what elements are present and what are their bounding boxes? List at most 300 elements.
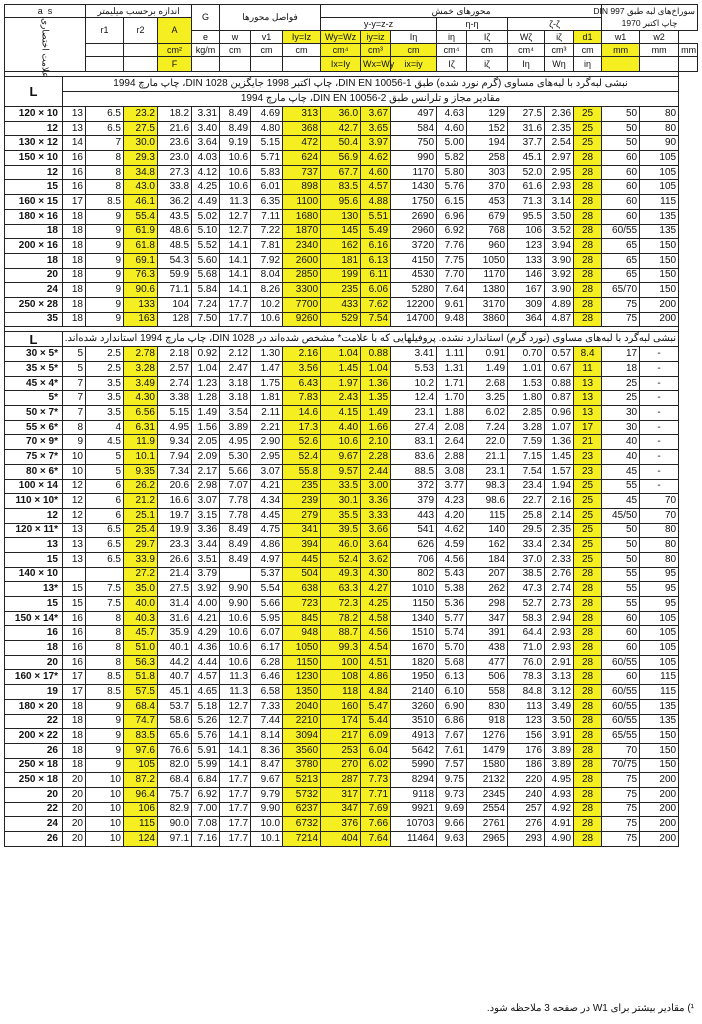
cell-Wy: 174	[321, 714, 361, 729]
cell-Iy: 1230	[283, 670, 321, 685]
cell-size: 20	[5, 655, 63, 670]
cell-Wzeta: 84.8	[508, 685, 545, 700]
cell-Wzeta: 1.01	[508, 362, 545, 377]
old-symbol-Wzeta: Wη	[545, 57, 574, 72]
header-Ieta: Iη	[391, 31, 437, 44]
cell-w2: 150	[640, 758, 679, 773]
cell-d1: 28	[574, 283, 602, 298]
cell-Wzeta: 52.7	[508, 597, 545, 612]
cell-izeta: 0.67	[545, 362, 574, 377]
table-row	[5, 180, 698, 195]
cell-Izeta: 2761	[467, 817, 508, 832]
cell-A: 29.7	[124, 538, 158, 553]
cell-w2: 80	[640, 538, 679, 553]
table-row	[5, 312, 698, 327]
cell-Wzeta: 38.5	[508, 567, 545, 582]
cell-Ieta: 5642	[391, 743, 437, 758]
cell-iy: 1.35	[361, 391, 391, 406]
cell-size: 150 × 10	[5, 151, 63, 166]
cell-Wy: 1.04	[321, 347, 361, 362]
cell-iy: 1.49	[361, 406, 391, 421]
cell-e: 6.84	[192, 773, 220, 788]
cell-r2: 5	[86, 450, 124, 465]
cell-size: 75 × 7*	[5, 450, 63, 465]
cell-r2: 9	[86, 209, 124, 224]
cell-w2: 135	[640, 714, 679, 729]
cell-r1: 18	[63, 239, 86, 254]
cell-r1: 20	[63, 832, 86, 847]
cell-w: 14.1	[220, 283, 251, 298]
cell-iy: 3.97	[361, 136, 391, 151]
cell-Iy: 898	[283, 180, 321, 195]
cell-size: 26	[5, 743, 63, 758]
cell-G: 40.7	[158, 670, 192, 685]
cell-d1: 11	[574, 362, 602, 377]
cell-e: 5.52	[192, 239, 220, 254]
cell-w: 17.7	[220, 832, 251, 847]
cell-v1: 6.58	[251, 685, 283, 700]
cell-e: 5.02	[192, 209, 220, 224]
cell-G: 26.6	[158, 552, 192, 567]
cell-iy: 7.64	[361, 832, 391, 847]
cell-izeta: 2.36	[545, 107, 574, 122]
cell-G: 27.5	[158, 582, 192, 597]
cell-r1: 5	[63, 362, 86, 377]
cell-Wzeta: 106	[508, 224, 545, 239]
cell-w: 3.18	[220, 376, 251, 391]
cell-w2: 200	[640, 802, 679, 817]
cell-Iy: 845	[283, 611, 321, 626]
cell-Iy: 9260	[283, 312, 321, 327]
cell-Wzeta: 7.54	[508, 464, 545, 479]
cell-iy: 3.67	[361, 107, 391, 122]
cell-Ieta: 5280	[391, 283, 437, 298]
cell-r2: 2.5	[86, 362, 124, 377]
cell-iy: 2.44	[361, 464, 391, 479]
cell-A: 57.5	[124, 685, 158, 700]
cell-Wzeta: 186	[508, 758, 545, 773]
cell-e: 1.04	[192, 362, 220, 377]
cell-iy: 6.02	[361, 758, 391, 773]
cell-A: 40.3	[124, 611, 158, 626]
cell-e: 1.49	[192, 406, 220, 421]
cell-Ieta: 3.41	[391, 347, 437, 362]
cell-w1: 60	[602, 670, 640, 685]
cell-Iy: 1150	[283, 655, 321, 670]
cell-G: 19.7	[158, 508, 192, 523]
cell-r1: 16	[63, 655, 86, 670]
cell-v1: 3.07	[251, 464, 283, 479]
cell-izeta: 2.35	[545, 121, 574, 136]
cell-Wzeta: 123	[508, 239, 545, 254]
cell-G: 54.3	[158, 253, 192, 268]
cell-v1: 7.11	[251, 209, 283, 224]
cell-v1: 8.47	[251, 758, 283, 773]
header-Wzeta: Wζ	[508, 31, 545, 44]
cell-G: 82.0	[158, 758, 192, 773]
cell-A: 51.8	[124, 670, 158, 685]
cell-r2: 6.5	[86, 523, 124, 538]
cell-Wy: 317	[321, 787, 361, 802]
cell-r2: 3.5	[86, 376, 124, 391]
unit-A: cm²	[158, 44, 192, 57]
cell-iy: 5.49	[361, 224, 391, 239]
cell-Wzeta: 29.5	[508, 523, 545, 538]
cell-r2: 9	[86, 699, 124, 714]
cell-e: 2.09	[192, 450, 220, 465]
cell-w: 7.78	[220, 494, 251, 509]
cell-Wy: 130	[321, 209, 361, 224]
cell-w1: 60/55	[602, 224, 640, 239]
cell-v1: 5.83	[251, 165, 283, 180]
cell-w: 12.7	[220, 209, 251, 224]
cell-d1: 28	[574, 685, 602, 700]
table-row	[5, 362, 698, 377]
cell-v1: 6.35	[251, 195, 283, 210]
cell-Wy: 9.57	[321, 464, 361, 479]
cell-Ieta: 88.5	[391, 464, 437, 479]
cell-w1: 30	[602, 406, 640, 421]
cell-ieta: 5.82	[437, 151, 467, 166]
cell-size: 26	[5, 832, 63, 847]
cell-Wzeta: 167	[508, 283, 545, 298]
cell-Wy: 67.7	[321, 165, 361, 180]
unit-w: cm	[251, 44, 283, 57]
cell-Iy: 2040	[283, 699, 321, 714]
table-row	[5, 758, 698, 773]
cell-r2: 9	[86, 239, 124, 254]
table-row	[5, 743, 698, 758]
cell-w1: 60/55	[602, 685, 640, 700]
cell-Izeta: 2132	[467, 773, 508, 788]
header-row-units	[5, 44, 698, 57]
cell-e: 7.16	[192, 832, 220, 847]
cell-iy: 6.11	[361, 268, 391, 283]
cell-A: 30.0	[124, 136, 158, 151]
header-Izeta: Iζ	[467, 31, 508, 44]
cell-r2: 5	[86, 464, 124, 479]
cell-Iy: 2.16	[283, 347, 321, 362]
header-G: G	[192, 5, 220, 31]
cell-G: 16.6	[158, 494, 192, 509]
cell-v1: 6.46	[251, 670, 283, 685]
cell-ieta: 7.76	[437, 239, 467, 254]
cell-w2: 135	[640, 209, 679, 224]
cell-Izeta: 1170	[467, 268, 508, 283]
cell-Ieta: 1820	[391, 655, 437, 670]
section1-title-row	[5, 77, 698, 92]
cell-ieta: 6.96	[437, 209, 467, 224]
table-row	[5, 773, 698, 788]
cell-v1: 7.33	[251, 699, 283, 714]
header-iy: iy=iz	[361, 31, 391, 44]
cell-iy: 7.73	[361, 773, 391, 788]
cell-A: 27.2	[124, 567, 158, 582]
cell-A: 61.8	[124, 239, 158, 254]
cell-ieta: 7.75	[437, 253, 467, 268]
cell-e: 6.92	[192, 787, 220, 802]
cell-iy: 3.66	[361, 523, 391, 538]
header-A: A	[158, 18, 192, 44]
cell-r2: 9	[86, 758, 124, 773]
cell-r2: 8	[86, 611, 124, 626]
cell-ieta: 4.20	[437, 508, 467, 523]
cell-Izeta: 679	[467, 209, 508, 224]
cell-r1: 18	[63, 729, 86, 744]
cell-ieta: 9.48	[437, 312, 467, 327]
cell-A: 83.5	[124, 729, 158, 744]
cell-Wy: 35.5	[321, 508, 361, 523]
cell-w1: 60	[602, 209, 640, 224]
cell-iy: 1.66	[361, 420, 391, 435]
cell-r1: 16	[63, 641, 86, 656]
cell-v1: 4.69	[251, 107, 283, 122]
cell-izeta: 1.07	[545, 420, 574, 435]
cell-w1: 75	[602, 817, 640, 832]
cell-Izeta: 918	[467, 714, 508, 729]
cell-Izeta: 262	[467, 582, 508, 597]
header-dims-group: اندازه برحسب میلیمتر	[86, 5, 192, 18]
cell-size: 12	[5, 121, 63, 136]
cell-Iy: 6237	[283, 802, 321, 817]
cell-izeta: 4.91	[545, 817, 574, 832]
cell-w: 17.7	[220, 773, 251, 788]
cell-Wzeta: 25.8	[508, 508, 545, 523]
cell-v1: 9.79	[251, 787, 283, 802]
header-axis-eta: η-η	[437, 18, 508, 31]
cell-G: 20.6	[158, 479, 192, 494]
cell-Izeta: 438	[467, 641, 508, 656]
cell-G: 31.4	[158, 597, 192, 612]
cell-iy: 3.62	[361, 552, 391, 567]
cell-d1: 28	[574, 787, 602, 802]
cell-Ieta: 2960	[391, 224, 437, 239]
cell-G: 23.6	[158, 136, 192, 151]
cell-w1: 17	[602, 347, 640, 362]
cell-w2: 105	[640, 151, 679, 166]
cell-e: 2.17	[192, 464, 220, 479]
cell-w1: 25	[602, 391, 640, 406]
cell-r1: 18	[63, 699, 86, 714]
table-row	[5, 494, 698, 509]
cell-w1: 75	[602, 297, 640, 312]
section1-shape: L	[5, 77, 63, 107]
table-row	[5, 391, 698, 406]
cell-w2: 135	[640, 699, 679, 714]
cell-Ieta: 3720	[391, 239, 437, 254]
cell-Ieta: 706	[391, 552, 437, 567]
cell-r2: 8.5	[86, 670, 124, 685]
table-row	[5, 611, 698, 626]
cell-d1: 25	[574, 494, 602, 509]
old-symbol-Wx: Wx=Wy	[361, 57, 391, 72]
cell-Ieta: 379	[391, 494, 437, 509]
cell-Izeta: 207	[467, 567, 508, 582]
cell-w1: 65	[602, 239, 640, 254]
cell-v1: 6.28	[251, 655, 283, 670]
cell-e: 3.07	[192, 494, 220, 509]
cell-size: 70 × 9*	[5, 435, 63, 450]
cell-A: 11.9	[124, 435, 158, 450]
cell-size: 30 × 5*	[5, 347, 63, 362]
cell-w1: 25	[602, 376, 640, 391]
cell-izeta: 2.76	[545, 567, 574, 582]
cell-A: 56.3	[124, 655, 158, 670]
cell-izeta: 2.33	[545, 552, 574, 567]
table-row	[5, 802, 698, 817]
cell-A: 40.0	[124, 597, 158, 612]
cell-izeta: 3.12	[545, 685, 574, 700]
header-row-axes	[5, 18, 698, 31]
cell-w1: 60	[602, 180, 640, 195]
cell-w: 17.7	[220, 297, 251, 312]
cell-r2: 9	[86, 312, 124, 327]
cell-Wzeta: 23.4	[508, 479, 545, 494]
cell-v1: 8.36	[251, 743, 283, 758]
cell-w: 9.90	[220, 582, 251, 597]
cell-d1: 28	[574, 714, 602, 729]
cell-G: 75.7	[158, 787, 192, 802]
cell-d1: 28	[574, 743, 602, 758]
header-ieta: iη	[437, 31, 467, 44]
cell-Ieta: 83.6	[391, 450, 437, 465]
cell-ieta: 2.08	[437, 420, 467, 435]
unit-w1: mm	[640, 44, 679, 57]
cell-Ieta: 4530	[391, 268, 437, 283]
header-w2: w2	[640, 31, 679, 44]
cell-size: 22	[5, 802, 63, 817]
cell-Izeta: 391	[467, 626, 508, 641]
cell-izeta: 2.93	[545, 180, 574, 195]
cell-w: 17.7	[220, 787, 251, 802]
cell-Iy: 5213	[283, 773, 321, 788]
cell-v1: 2.21	[251, 420, 283, 435]
header-r2: r2	[124, 18, 158, 44]
cell-r2: 7	[86, 136, 124, 151]
cell-r2: 6.5	[86, 107, 124, 122]
cell-r1: 20	[63, 787, 86, 802]
cell-e: 1.23	[192, 376, 220, 391]
cell-Izeta: 370	[467, 180, 508, 195]
cell-w: 5.30	[220, 450, 251, 465]
cell-Ieta: 14700	[391, 312, 437, 327]
cell-v1: 5.71	[251, 151, 283, 166]
cell-r2: 10	[86, 787, 124, 802]
cell-Izeta: 23.1	[467, 464, 508, 479]
cell-v1: 8.26	[251, 283, 283, 298]
cell-izeta: 3.13	[545, 670, 574, 685]
cell-Wzeta: 7.15	[508, 450, 545, 465]
cell-v1: 6.01	[251, 180, 283, 195]
cell-d1: 28	[574, 817, 602, 832]
cell-Ieta: 1950	[391, 670, 437, 685]
cell-Wy: 52.4	[321, 552, 361, 567]
cell-Wzeta: 37.0	[508, 552, 545, 567]
cell-w1: 55	[602, 597, 640, 612]
cell-v1: 1.75	[251, 376, 283, 391]
unit-e: cm	[220, 44, 251, 57]
cell-e: 4.36	[192, 641, 220, 656]
cell-w: 9.90	[220, 597, 251, 612]
table-row	[5, 121, 698, 136]
cell-size: 15	[5, 597, 63, 612]
cell-Wzeta: 45.1	[508, 151, 545, 166]
cell-w2: 95	[640, 597, 679, 612]
cell-Wzeta: 176	[508, 743, 545, 758]
cell-r2	[86, 567, 124, 582]
unit-izeta: cm	[574, 44, 602, 57]
cell-r2: 7.5	[86, 597, 124, 612]
cell-r2: 9	[86, 297, 124, 312]
cell-w: 3.54	[220, 406, 251, 421]
cell-r1: 10	[63, 450, 86, 465]
cell-ieta: 5.43	[437, 567, 467, 582]
cell-Ieta: 1670	[391, 641, 437, 656]
cell-w2: -	[640, 420, 679, 435]
old-symbol-Ieta: Iζ	[437, 57, 467, 72]
cell-izeta: 3.14	[545, 195, 574, 210]
cell-e: 4.00	[192, 597, 220, 612]
cell-izeta: 1.94	[545, 479, 574, 494]
cell-e: 4.25	[192, 180, 220, 195]
cell-ieta: 5.68	[437, 655, 467, 670]
cell-v1: 2.95	[251, 450, 283, 465]
cell-Izeta: 7.24	[467, 420, 508, 435]
cell-ieta: 6.10	[437, 685, 467, 700]
cell-v1: 2.90	[251, 435, 283, 450]
cell-Izeta: 3170	[467, 297, 508, 312]
cell-r1: 18	[63, 743, 86, 758]
cell-d1: 28	[574, 670, 602, 685]
cell-A: 124	[124, 832, 158, 847]
cell-size: 35	[5, 312, 63, 327]
cell-r2: 8	[86, 626, 124, 641]
cell-r1: 18	[63, 209, 86, 224]
cell-A: 90.6	[124, 283, 158, 298]
table-row	[5, 450, 698, 465]
cell-w2: 150	[640, 268, 679, 283]
cell-Ieta: 83.1	[391, 435, 437, 450]
cell-size: 15	[5, 552, 63, 567]
cell-Wy: 181	[321, 253, 361, 268]
cell-size: 22	[5, 714, 63, 729]
cell-Wzeta: 133	[508, 253, 545, 268]
table-row	[5, 376, 698, 391]
cell-r2: 6	[86, 494, 124, 509]
table-row	[5, 670, 698, 685]
cell-r1: 18	[63, 224, 86, 239]
cell-w2: -	[640, 406, 679, 421]
cell-Iy: 3094	[283, 729, 321, 744]
cell-v1: 6.07	[251, 626, 283, 641]
cell-size: 130 × 12	[5, 136, 63, 151]
cell-iy: 4.86	[361, 670, 391, 685]
cell-izeta: 3.49	[545, 699, 574, 714]
cell-d1: 28	[574, 802, 602, 817]
cell-Izeta: 2554	[467, 802, 508, 817]
cell-w: 7.07	[220, 479, 251, 494]
cell-izeta: 3.89	[545, 758, 574, 773]
cell-e: 3.51	[192, 552, 220, 567]
header-w: w	[220, 31, 251, 44]
cell-r2: 7.5	[86, 582, 124, 597]
footnote: ¹) مقادیر بیشتر برای W1 در صفحه 3 ملاحظه شود.	[486, 1003, 694, 1014]
table-row	[5, 832, 698, 847]
cell-w1: 40	[602, 435, 640, 450]
cell-Ieta: 541	[391, 523, 437, 538]
cell-r1: 15	[63, 582, 86, 597]
cell-d1: 17	[574, 420, 602, 435]
